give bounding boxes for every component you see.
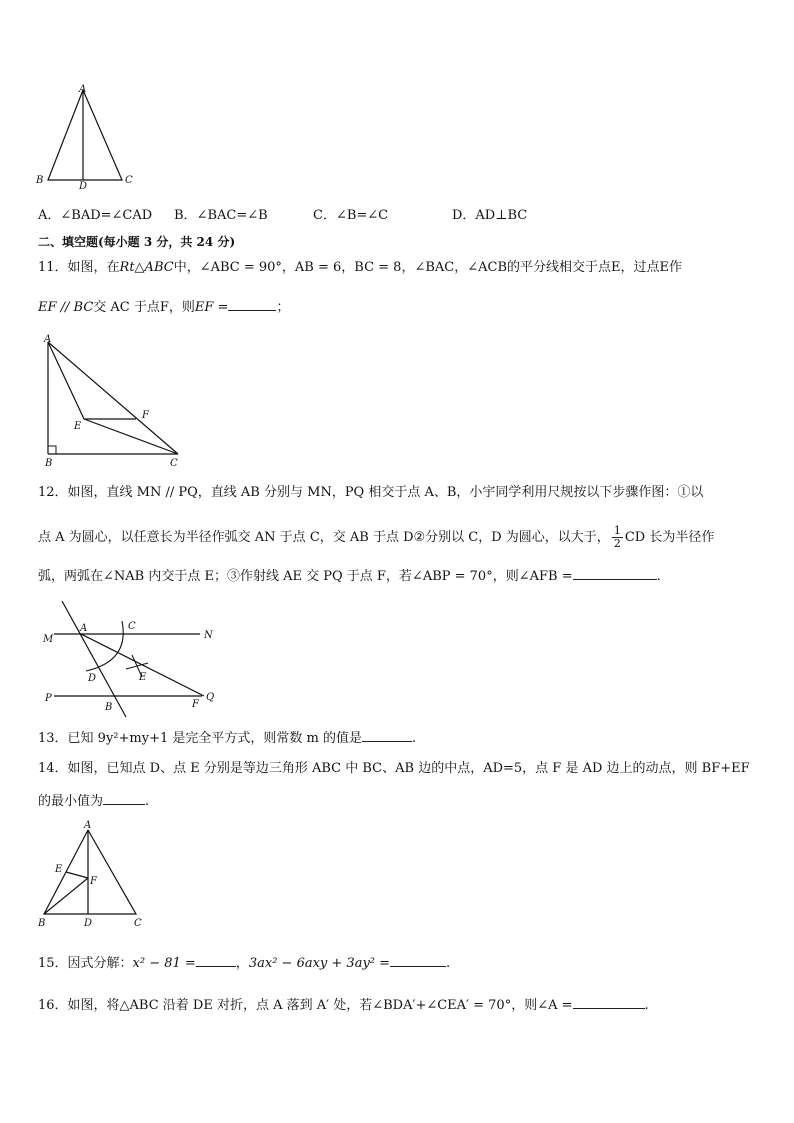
- q12-line2-end: CD 长为半径作: [624, 530, 715, 545]
- figure-q12-parallel-lines: [38, 597, 228, 719]
- label-m: M: [43, 634, 54, 645]
- label-n: N: [204, 630, 213, 641]
- label-a: A: [84, 820, 92, 831]
- q15-expr1: x² − 81 =: [132, 956, 196, 971]
- q11-bisectors: 的平分线相交于点E，过点E作: [507, 260, 682, 275]
- right-angle-mark: [48, 446, 56, 454]
- label-a: A: [79, 84, 87, 95]
- q15: [38, 953, 450, 973]
- segment-ec: [84, 419, 178, 454]
- label-d: D: [79, 181, 88, 192]
- label-d: D: [84, 918, 93, 929]
- fraction-numerator: 1: [613, 524, 621, 537]
- figure-q14-equilateral-triangle: [34, 820, 154, 932]
- label-f: F: [90, 876, 97, 887]
- q12-half-fraction: [612, 525, 623, 550]
- q11-ef-eq: EF =: [194, 300, 229, 315]
- q15-answer-blank-2[interactable]: [390, 953, 446, 967]
- label-b: B: [105, 702, 113, 713]
- line-ab: [62, 601, 126, 717]
- label-p: P: [45, 693, 52, 704]
- option-c: C．∠B=∠C: [313, 208, 389, 223]
- q15-answer-blank-1[interactable]: [196, 953, 236, 967]
- fraction-denominator: 2: [613, 537, 621, 550]
- q15-expr2: 3ax² − 6axy + 3ay² =: [248, 956, 391, 971]
- label-c: C: [128, 621, 136, 632]
- q12-line2: [38, 525, 714, 550]
- q14-line1: 14．如图，已知点 D、点 E 分别是等边三角形 ABC 中 BC、AB 边的中点，AD=5，点 F 是 AD 边上的动点，则 BF+EF: [38, 761, 750, 776]
- label-e: E: [74, 421, 82, 432]
- q16-text: 16．如图，将△ABC 沿着 DE 对折，点 A 落到 A′ 处，若∠BDA′+∠CEA′ = 70°，则∠A =: [38, 998, 573, 1013]
- label-b: B: [45, 458, 53, 469]
- q11-line2: [38, 297, 289, 317]
- q11-given: 中，∠ABC = 90°，AB = 6，BC = 8，∠BAC，∠ACB: [173, 260, 508, 275]
- label-b: B: [38, 918, 46, 929]
- side-ac: [48, 342, 178, 454]
- q15-end: .: [446, 956, 451, 971]
- q11-rt-triangle: Rt△ABC: [119, 260, 174, 275]
- q14-end: .: [145, 794, 150, 809]
- q12-line3-text: 弧，两弧在∠NAB 内交于点 E；③作射线 AE 交 PQ 于点 F，若∠ABP = 70°，则∠AFB =: [38, 569, 573, 584]
- label-c: C: [170, 458, 178, 469]
- q16: [38, 995, 649, 1015]
- option-b: B．∠BAC=∠B: [174, 208, 268, 223]
- segment-bf: [44, 878, 88, 914]
- q13-text: 13．已知 9y²+my+1 是完全平方式，则常数 m 的值是: [38, 731, 362, 746]
- q14-line2: [38, 791, 149, 811]
- label-f: F: [142, 410, 149, 421]
- q13-answer-blank[interactable]: [362, 728, 412, 742]
- q11-prefix: 11．如图，在: [38, 260, 120, 275]
- q13-end: .: [411, 731, 417, 746]
- triangle-outline: [48, 90, 122, 180]
- segment-ef: [66, 872, 88, 878]
- q11-ef-parallel: EF // BC: [38, 300, 94, 315]
- q14-answer-blank[interactable]: [103, 791, 145, 805]
- q16-end: .: [644, 998, 649, 1013]
- figure-triangle-abc-altitude: [30, 82, 140, 192]
- label-d: D: [88, 673, 97, 684]
- q14-line2-text: 的最小值为: [38, 794, 104, 809]
- option-d: D．AD⊥BC: [452, 208, 528, 223]
- label-c: C: [125, 175, 133, 186]
- q16-answer-blank[interactable]: [573, 995, 645, 1009]
- q12-line2-text: 点 A 为圆心，以任意长为半径作弧交 AN 于点 C，交 AB 于点 D②分别以 C，D 为圆心，以大于，: [38, 530, 610, 545]
- label-e: E: [139, 672, 147, 683]
- q13: [38, 728, 416, 748]
- label-f: F: [192, 699, 199, 710]
- q12-line3: [38, 566, 661, 586]
- option-a: A．∠BAD=∠CAD: [38, 208, 153, 223]
- q11-line1: [38, 259, 682, 277]
- figure-q11-right-triangle: [38, 332, 188, 472]
- q15-prefix: 15．因式分解：: [38, 956, 133, 971]
- label-a: A: [80, 623, 88, 634]
- q11-end: ；: [276, 300, 290, 315]
- label-e: E: [55, 864, 63, 875]
- label-c: C: [134, 918, 142, 929]
- q15-sep: ，: [235, 956, 249, 971]
- label-a: A: [44, 334, 52, 345]
- q12-answer-blank[interactable]: [573, 566, 657, 580]
- label-q: Q: [206, 692, 215, 703]
- segment-ae: [48, 342, 84, 419]
- label-b: B: [36, 175, 44, 186]
- section-title: 二、填空题(每小题 3 分，共 24 分): [38, 235, 236, 249]
- q12-end: .: [656, 569, 661, 584]
- q11-intersect: 交 AC 于点F，则: [93, 300, 195, 315]
- q11-answer-blank[interactable]: [228, 297, 276, 311]
- q12-line1: 12．如图，直线 MN // PQ，直线 AB 分别与 MN，PQ 相交于点 A、B，小宇同学利用尺规按以下步骤作图：①以: [38, 485, 704, 500]
